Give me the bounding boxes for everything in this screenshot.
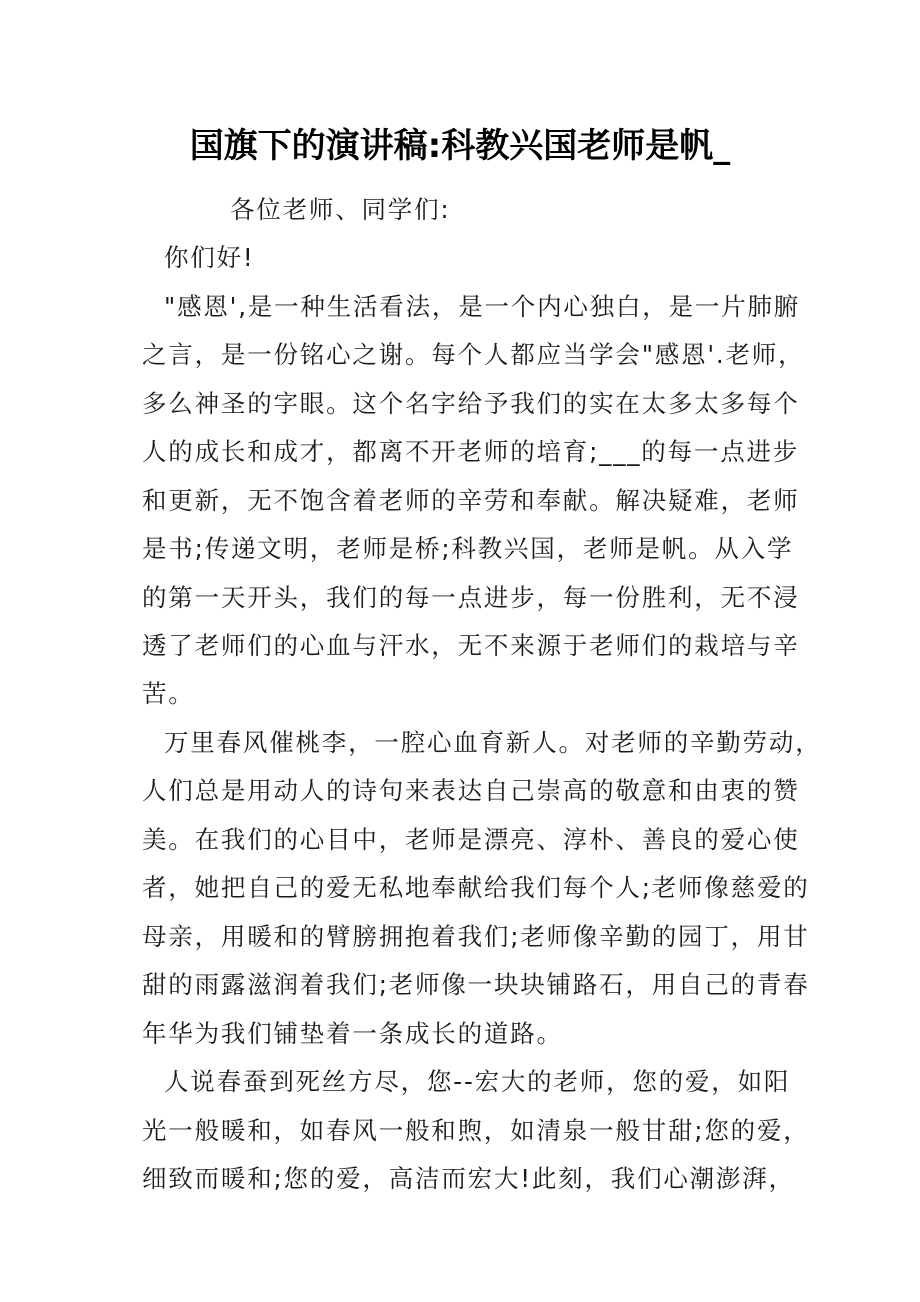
text-line: 透了老师们的心血与汗水，无不来源于老师们的栽培与辛 — [142, 631, 800, 660]
text-line: 年华为我们铺垫着一条成长的道路。 — [142, 1019, 563, 1048]
text-line: "感恩',是一种生活看法，是一个内心独白，是一片肺腑 — [164, 292, 801, 321]
text-line: 你们好! — [164, 243, 255, 272]
text-line: 之言，是一份铭心之谢。每个人都应当学会"感恩'.老师， — [142, 340, 805, 369]
text-line: 的第一天开头，我们的每一点进步，每一份胜利，无不浸 — [142, 583, 800, 612]
text-line: 母亲，用暖和的臂膀拥抱着我们;老师像辛勤的园丁，用甘 — [142, 922, 810, 951]
text-line: 美。在我们的心目中，老师是漂亮、淳朴、善良的爱心使 — [142, 825, 800, 854]
text-line: 万里春风催桃李，一腔心血育新人。对老师的辛勤劳动， — [164, 728, 822, 757]
text-line: 苦。 — [142, 679, 195, 708]
text-line: 光一般暖和，如春风一般和煦，如清泉一般甘甜;您的爱， — [142, 1116, 810, 1145]
text-line: 和更新，无不饱含着老师的辛劳和奉献。解决疑难，老师 — [142, 486, 800, 515]
text-line: 甜的雨露滋润着我们;老师像一块块铺路石，用自己的青春 — [142, 970, 810, 999]
text-line: 人说春蚕到死丝方尽，您--宏大的老师，您的爱，如阳 — [164, 1067, 791, 1096]
text-line: 细致而暖和;您的爱，高洁而宏大!此刻，我们心潮澎湃， — [142, 1164, 795, 1193]
text-line: 多么神圣的字眼。这个名字给予我们的实在太多太多每个 — [142, 389, 800, 418]
text-line: 者，她把自己的爱无私地奉献给我们每个人;老师像慈爱的 — [142, 873, 810, 902]
document-title: 国旗下的演讲稿:科教兴国老师是帆_ — [189, 126, 731, 166]
text-line: 人的成长和成才，都离不开老师的培育;___的每一点进步 — [142, 437, 800, 466]
text-line: 各位老师、同学们: — [230, 195, 451, 224]
text-line: 人们总是用动人的诗句来表达自己崇高的敬意和由衷的赞 — [142, 776, 800, 805]
text-line: 是书;传递文明，老师是桥;科教兴国，老师是帆。从入学 — [142, 534, 794, 563]
